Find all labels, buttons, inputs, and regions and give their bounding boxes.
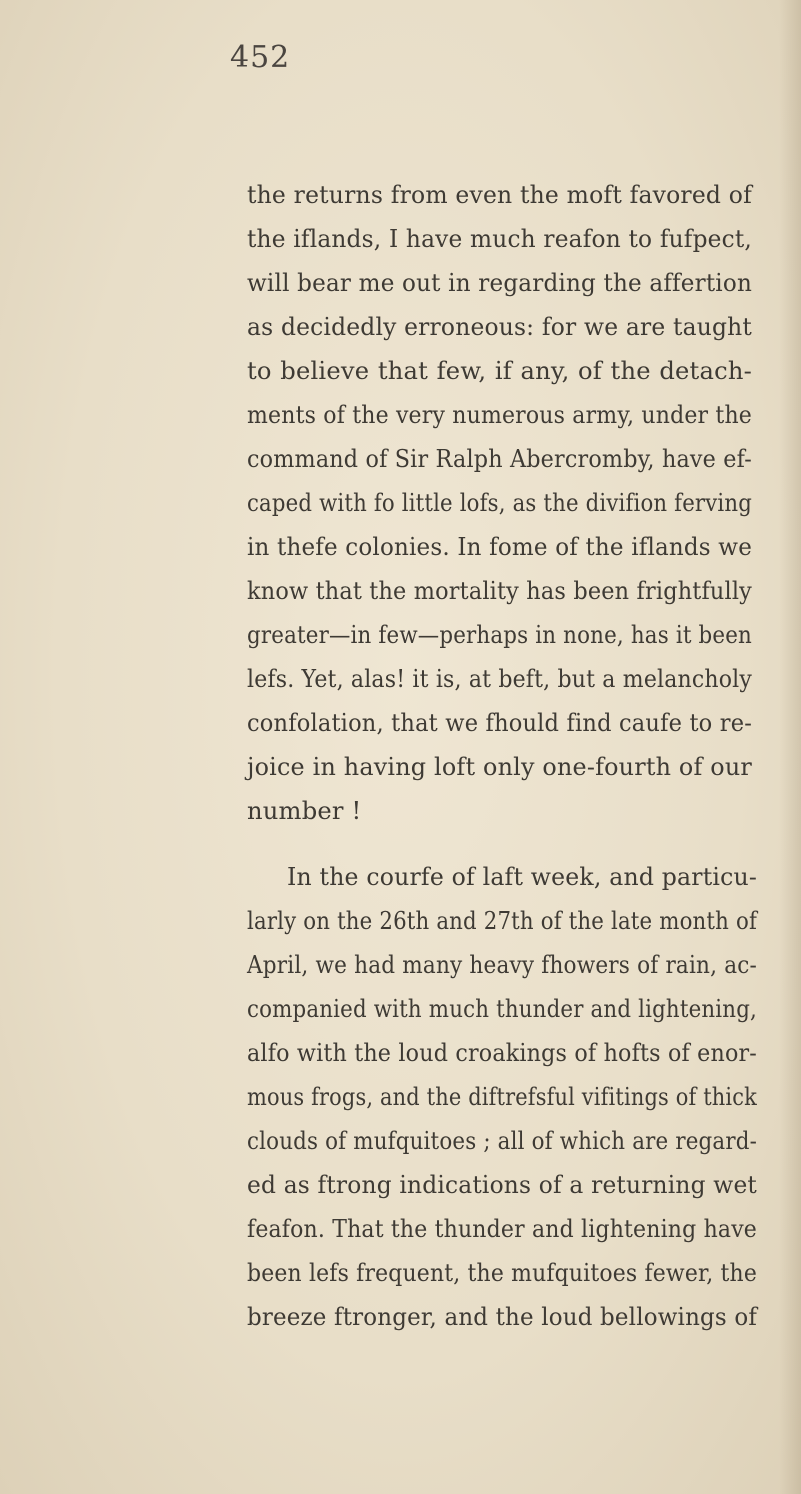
- text-line: In the courfe of laft week, and particu-: [287, 863, 757, 891]
- text-line: in thefe colonies. In fome of the iflands we: [247, 533, 752, 561]
- text-line: breeze ftronger, and the loud bellowings of: [247, 1303, 757, 1331]
- text-line: confolation, that we fhould find caufe to re-: [247, 709, 752, 737]
- page-number: 452: [230, 40, 291, 75]
- text-line: mous frogs, and the diftrefsful vifitings of thick: [247, 1083, 757, 1111]
- text-line: caped with fo little lofs, as the divifion ferving: [247, 489, 752, 517]
- text-line: command of Sir Ralph Abercromby, have ef-: [247, 445, 752, 473]
- text-line: to believe that few, if any, of the detach-: [247, 357, 752, 385]
- text-line: know that the mortality has been frightfully: [247, 577, 752, 605]
- text-line: ed as ftrong indications of a returning wet: [247, 1171, 757, 1199]
- text-line: feafon. That the thunder and lightening have: [247, 1215, 757, 1243]
- text-line: the returns from even the moft favored of: [247, 181, 752, 209]
- text-line: larly on the 26th and 27th of the late month of: [247, 907, 757, 935]
- text-line: number !: [247, 797, 362, 825]
- text-line: April, we had many heavy fhowers of rain, ac-: [247, 951, 757, 979]
- text-line: clouds of mufquitoes ; all of which are regard-: [247, 1127, 757, 1155]
- text-line: been lefs frequent, the mufquitoes fewer, the: [247, 1259, 757, 1287]
- text-line: greater—in few—perhaps in none, has it been: [247, 621, 752, 649]
- text-line: alfo with the loud croakings of hofts of enor-: [247, 1039, 757, 1067]
- text-line: as decidedly erroneous: for we are taught: [247, 313, 752, 341]
- text-line: ments of the very numerous army, under the: [247, 401, 752, 429]
- text-line: companied with much thunder and lightening,: [247, 995, 757, 1023]
- text-line: will bear me out in regarding the affertion: [247, 269, 752, 297]
- text-line: joice in having loft only one-fourth of our: [247, 753, 752, 781]
- text-line: lefs. Yet, alas! it is, at beft, but a melancholy: [247, 665, 752, 693]
- text-line: the iflands, I have much reafon to fufpect,: [247, 225, 752, 253]
